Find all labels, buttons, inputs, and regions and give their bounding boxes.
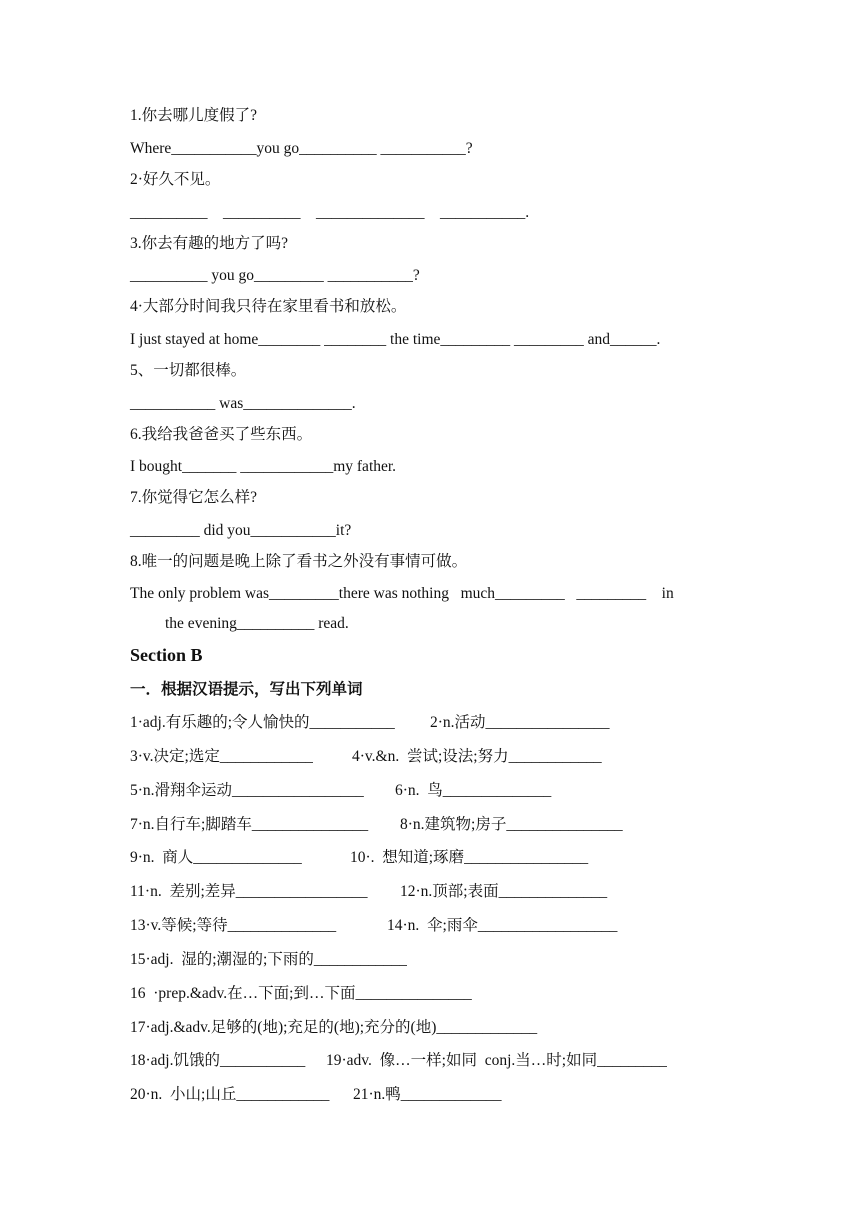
sentence-3-english: __________ you go_________ ___________? xyxy=(130,267,420,284)
sentence-8-english: The only problem was_________there was nothing much_________ _________ in xyxy=(130,585,674,602)
vocab-item-12: 12·n.顶部;表面______________ xyxy=(400,883,608,900)
vocab-item-14: 14·n. 伞;雨伞__________________ xyxy=(387,917,618,934)
vocab-item-9: 9·n. 商人______________ xyxy=(130,849,302,866)
sentence-5-chinese: 5、一切都很棒。 xyxy=(130,362,247,379)
vocab-item-1: 1·adj.有乐趣的;令人愉快的___________ xyxy=(130,714,395,731)
vocab-item-8: 8·n.建筑物;房子_______________ xyxy=(400,816,623,833)
vocab-item-11: 11·n. 差别;差异_________________ xyxy=(130,883,368,900)
vocab-item-18: 18·adj.饥饿的___________ xyxy=(130,1052,306,1069)
vocab-item-4: 4·v.&n. 尝试;设法;努力____________ xyxy=(352,748,602,765)
vocab-item-6: 6·n. 鸟______________ xyxy=(395,782,552,799)
sentence-6-chinese: 6.我给我爸爸买了些东西。 xyxy=(130,426,313,443)
part-one-heading: 一．根据汉语提示，写出下列单词 xyxy=(130,681,363,698)
vocab-item-7: 7·n.自行车;脚踏车_______________ xyxy=(130,816,369,833)
sentence-4-english: I just stayed at home________ ________ the time_________ _________ and______. xyxy=(130,331,661,348)
sentence-1-english: Where___________you go__________ ___________? xyxy=(130,140,473,157)
vocab-item-17: 17·adj.&adv.足够的(地);充足的(地);充分的(地)_____________ xyxy=(130,1019,538,1036)
sentence-4-chinese: 4·大部分时间我只待在家里看书和放松。 xyxy=(130,298,407,315)
vocab-item-20: 20·n. 小山;山丘____________ xyxy=(130,1086,330,1103)
sentence-7-chinese: 7.你觉得它怎么样? xyxy=(130,489,258,506)
vocab-item-3: 3·v.决定;选定____________ xyxy=(130,748,313,765)
sentence-2-chinese: 2·好久不见。 xyxy=(130,171,221,188)
vocab-item-21: 21·n.鸭_____________ xyxy=(353,1086,502,1103)
sentence-5-english: ___________ was______________. xyxy=(130,395,356,412)
vocab-item-5: 5·n.滑翔伞运动_________________ xyxy=(130,782,364,799)
vocab-item-13: 13·v.等候;等待______________ xyxy=(130,917,337,934)
sentence-8-chinese: 8.唯一的问题是晚上除了看书之外没有事情可做。 xyxy=(130,553,468,570)
sentence-6-english: I bought_______ ____________my father. xyxy=(130,458,397,475)
vocab-item-16: 16 ·prep.&adv.在…下面;到…下面_______________ xyxy=(130,985,472,1002)
vocab-item-10: 10·. 想知道;琢磨________________ xyxy=(350,849,589,866)
vocab-item-19: 19·adv. 像…一样;如同 conj.当…时;如同_________ xyxy=(326,1052,667,1069)
sentence-8-english-continued: the evening__________ read. xyxy=(165,615,349,632)
vocab-item-2: 2·n.活动________________ xyxy=(430,714,610,731)
sentence-3-chinese: 3.你去有趣的地方了吗? xyxy=(130,235,289,252)
section-b-heading: Section B xyxy=(130,645,203,665)
sentence-1-chinese: 1.你去哪儿度假了? xyxy=(130,107,258,124)
sentence-2-english: __________ __________ ______________ ___________. xyxy=(130,204,530,221)
vocab-item-15: 15·adj. 湿的;潮湿的;下雨的____________ xyxy=(130,951,407,968)
sentence-7-english: _________ did you___________it? xyxy=(130,522,352,539)
